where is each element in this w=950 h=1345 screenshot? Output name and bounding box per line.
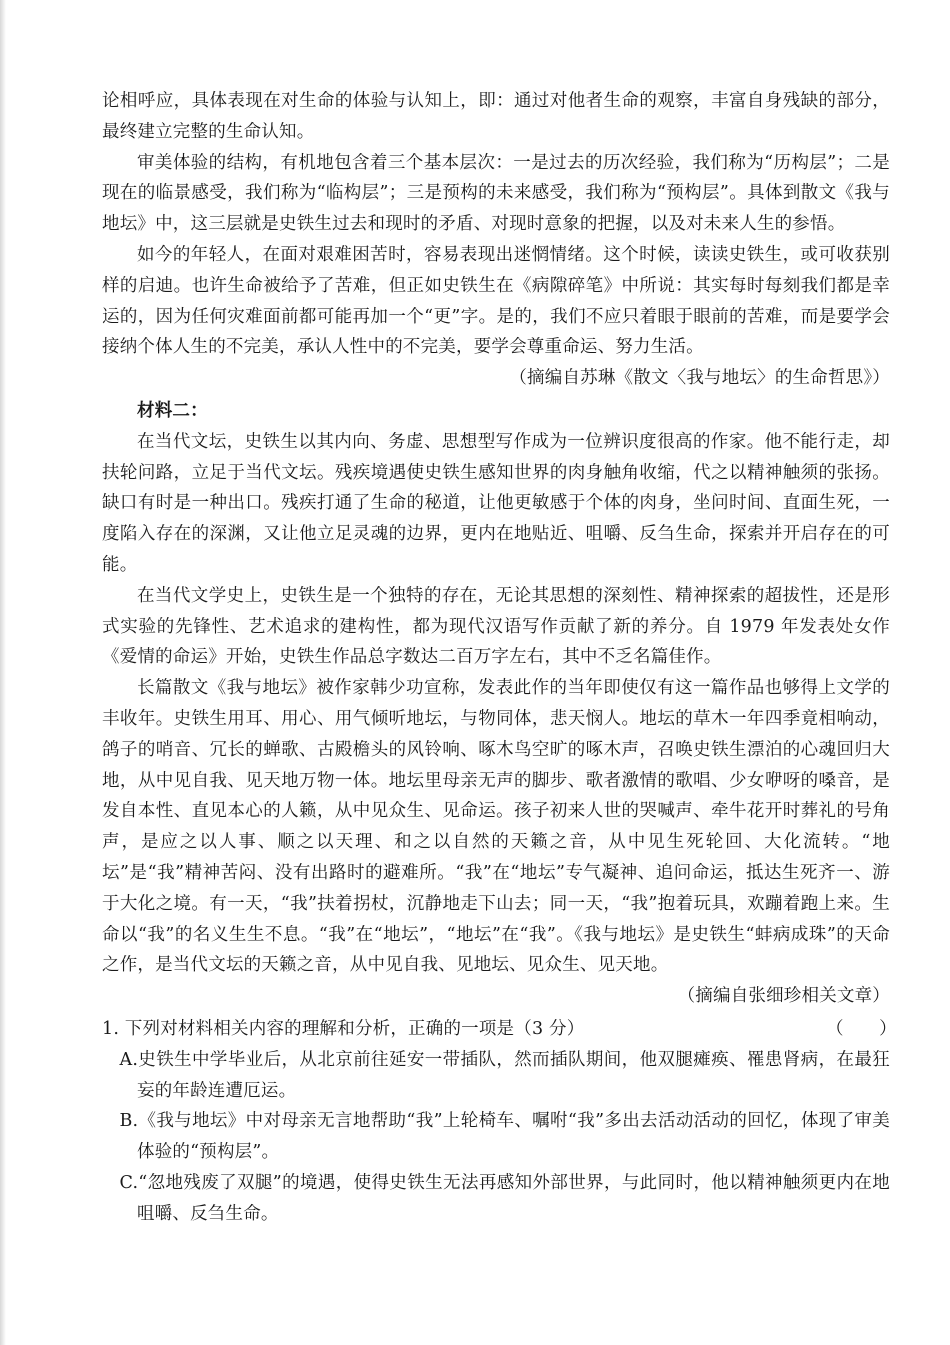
- question-1-stem: 1. 下列对材料相关内容的理解和分析，正确的一项是（3 分）: [102, 1018, 585, 1039]
- paragraph-3: 如今的年轻人，在面对艰难困苦时，容易表现出迷惘情绪。这个时候，读读史铁生，或可收获别样的启迪。也许生命被给予了苦难，但正如史铁生在《病隙碎笔》中所说：其实每时每刻我们都是幸运的，因为任何灾难面前都可能再加一个“更”字。是的，我们不应只着眼于眼前的苦难，而是要学会接纳个体人生的不完美，承认人性中的不完美，要学会尊重命运、努力生活。: [102, 244, 890, 358]
- source-citation-1: （摘编自苏琳《散文〈我与地坛〉的生命哲思》）: [509, 368, 890, 389]
- paragraph-5: 在当代文学史上，史铁生是一个独特的存在，无论其思想的深刻性、精神探索的超拔性，还是形式实验的先锋性、艺术追求的建构性，都为现代汉语写作贡献了新的养分。自 1979 年发表处女作《爱情的命运》开始，史铁生作品总字数达二百万字左右，其中不乏名篇佳作。: [102, 585, 890, 668]
- paragraph-2: 审美体验的结构，有机地包含着三个基本层次：一是过去的历次经验，我们称为“历构层”；二是现在的临景感受，我们称为“临构层”；三是预构的未来感受，我们称为“预构层”。具体到散文《我与地坛》中，这三层就是史铁生过去和现时的矛盾、对现时意象的把握，以及对未来人生的参悟。: [102, 152, 890, 235]
- answer-bracket: （ ）: [826, 1018, 897, 1039]
- option-a-label: A.: [119, 1049, 139, 1070]
- option-c-label: C.: [119, 1172, 139, 1193]
- section-title-material-2: 材料二：: [137, 400, 208, 421]
- option-a-text: 史铁生中学毕业后，从北京前往延安一带插队，然而插队期间，他双腿瘫痪、罹患肾病，在最狂妄的年龄连遭厄运。: [137, 1049, 890, 1101]
- paragraph-6: 长篇散文《我与地坛》被作家韩少功宣称，发表此作的当年即使仅有这一篇作品也够得上文学的丰收年。史铁生用耳、用心、用气倾听地坛，与物同体，悲天悯人。地坛的草木一年四季竟相响动，鸽子的哨音、冗长的蝉歌、古殿檐头的风铃响、啄木鸟空旷的啄木声，召唤史铁生漂泊的心魂回归大地，从中见自我、见天地万物一体。地坛里母亲无声的脚步、歌者激情的歌唱、少女咿呀的嗓音，是发自本性、直见本心的人籁，从中见众生、见命运。孩子初来人世的哭喊声、牵牛花开时葬礼的号角声，是应之以人事、顺之以天理、和之以自然的天籁之音，从中见生死轮回、大化流转。“地坛”是“我”精神苦闷、没有出路时的避难所。“我”在“地坛”专气凝神、追问命运，抵达生死齐一、游于大化之境。有一天，“我”扶着拐杖，沉静地走下山去；同一天，“我”抱着玩具，欢蹦着跑上来。生命以“我”的名义生生不息。“我”在“地坛”，“地坛”在“我”。《我与地坛》是史铁生“蚌病成珠”的天命之作，是当代文坛的天籁之音，从中见自我、见地坛、见众生、见天地。: [102, 678, 890, 976]
- paragraph-1: 论相呼应，具体表现在对生命的体验与认知上，即：通过对他者生命的观察，丰富自身残缺的部分，最终建立完整的生命认知。: [102, 91, 890, 142]
- document-page: [102, 86, 897, 1229]
- scan-edge-shadow: [0, 0, 6, 1345]
- option-b: [102, 1106, 890, 1168]
- option-c: [102, 1168, 890, 1230]
- option-b-label: B.: [119, 1111, 139, 1132]
- option-c-text: “忽地残废了双腿”的境遇，使得史铁生无法再感知外部世界，与此同时，他以精神触须更内在地咀嚼、反刍生命。: [137, 1172, 890, 1224]
- option-a: [102, 1045, 890, 1107]
- source-citation-2: （摘编自张细珍相关文章）: [677, 986, 890, 1007]
- question-1: [102, 1014, 897, 1045]
- paragraph-4: 在当代文坛，史铁生以其内向、务虚、思想型写作成为一位辨识度很高的作家。他不能行走，却扶轮问路，立足于当代文坛。残疾境遇使史铁生感知世界的肉身触角收缩，代之以精神触须的张扬。缺口有时是一种出口。残疾打通了生命的秘道，让他更敏感于个体的肉身，坐问时间、直面生死，一度陷入存在的深渊，又让他立足灵魂的边界，更内在地贴近、咀嚼、反刍生命，探索并开启存在的可能。: [102, 431, 890, 575]
- option-b-text: 《我与地坛》中对母亲无言地帮助“我”上轮椅车、嘱咐“我”多出去活动活动的回忆，体现了审美体验的“预构层”。: [137, 1111, 890, 1163]
